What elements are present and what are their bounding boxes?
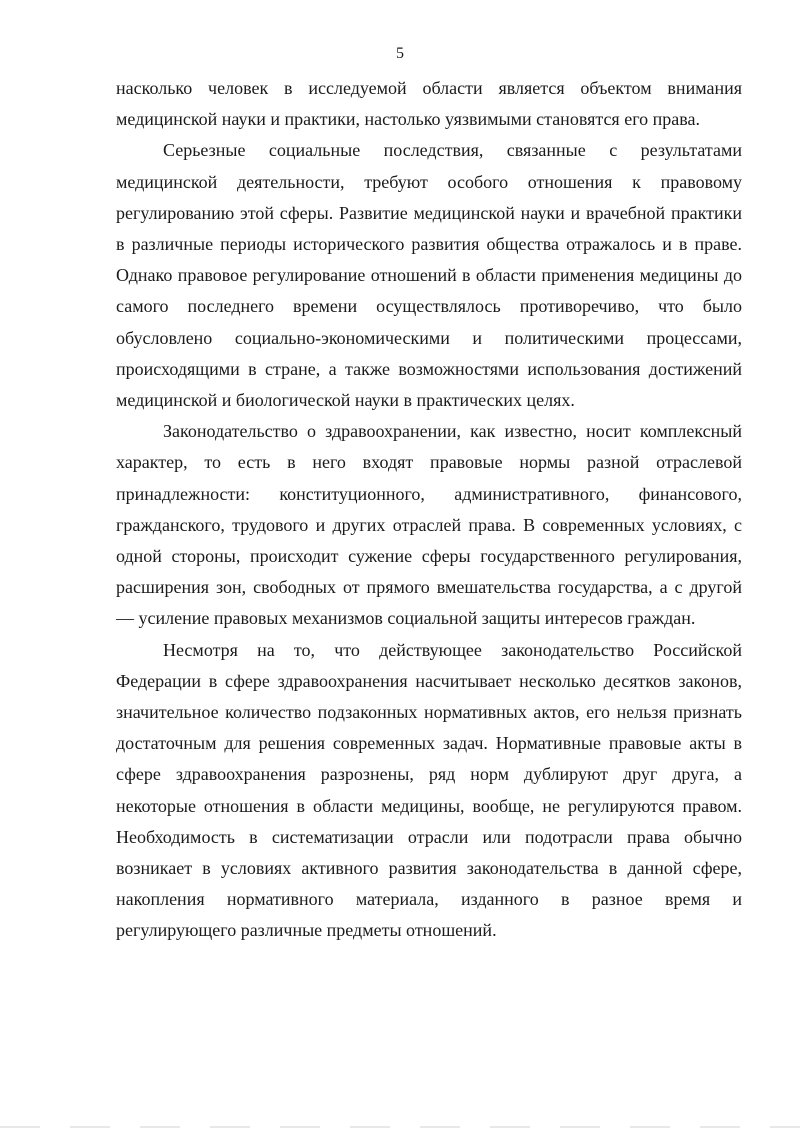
- page-number: 5: [396, 45, 404, 62]
- document-body: [116, 73, 742, 947]
- paragraph-2: Серьезные социальные последствия, связанные с результатами медицинской деятельности, требуют особого отношения к правовому регулированию этой сферы. Развитие медицинской науки и врачебной практики в различные периоды исторического развития общества отражалось и в праве. Однако правовое регулирование отношений в области применения медицины до самого последнего времени осуществлялось противоречиво, что было обусловлено социально-экономическими и политическими процессами, происходящими в стране, а также возможностями использования достижений медицинской и биологической науки в практических целях.: [116, 140, 742, 411]
- scan-artifact-line: [0, 1126, 800, 1128]
- paragraph-3: Законодательство о здравоохранении, как известно, носит комплексный характер, то есть в него входят правовые нормы разной отраслевой принадлежности: конституционного, административного, финансового, гражданского, трудового и других отраслей права. В современных условиях, с одной стороны, происходит сужение сферы государственного регулирования, расширения зон, свободных от прямого вмешательства государства, а с другой — усиление правовых механизмов социальной защиты интересов граждан.: [116, 421, 742, 629]
- paragraph-1: насколько человек в исследуемой области является объектом внимания медицинской науки и практики, настолько уязвимыми становятся его права.: [116, 78, 742, 130]
- paragraph-4: Несмотря на то, что действующее законодательство Российской Федерации в сфере здравоохранения насчитывает несколько десятков законов, значительное количество подзаконных нормативных актов, его нельзя признать достаточным для решения современных задач. Нормативные правовые акты в сфере здравоохранения разрознены, ряд норм дублируют друг друга, а некоторые отношения в области медицины, вообще, не регулируются правом. Необходимость в систематизации отрасли или подотрасли права обычно возникает в условиях активного развития законодательства в данной сфере, накопления нормативного материала, изданного в разное время и регулирующего различные предметы отношений.: [116, 639, 742, 941]
